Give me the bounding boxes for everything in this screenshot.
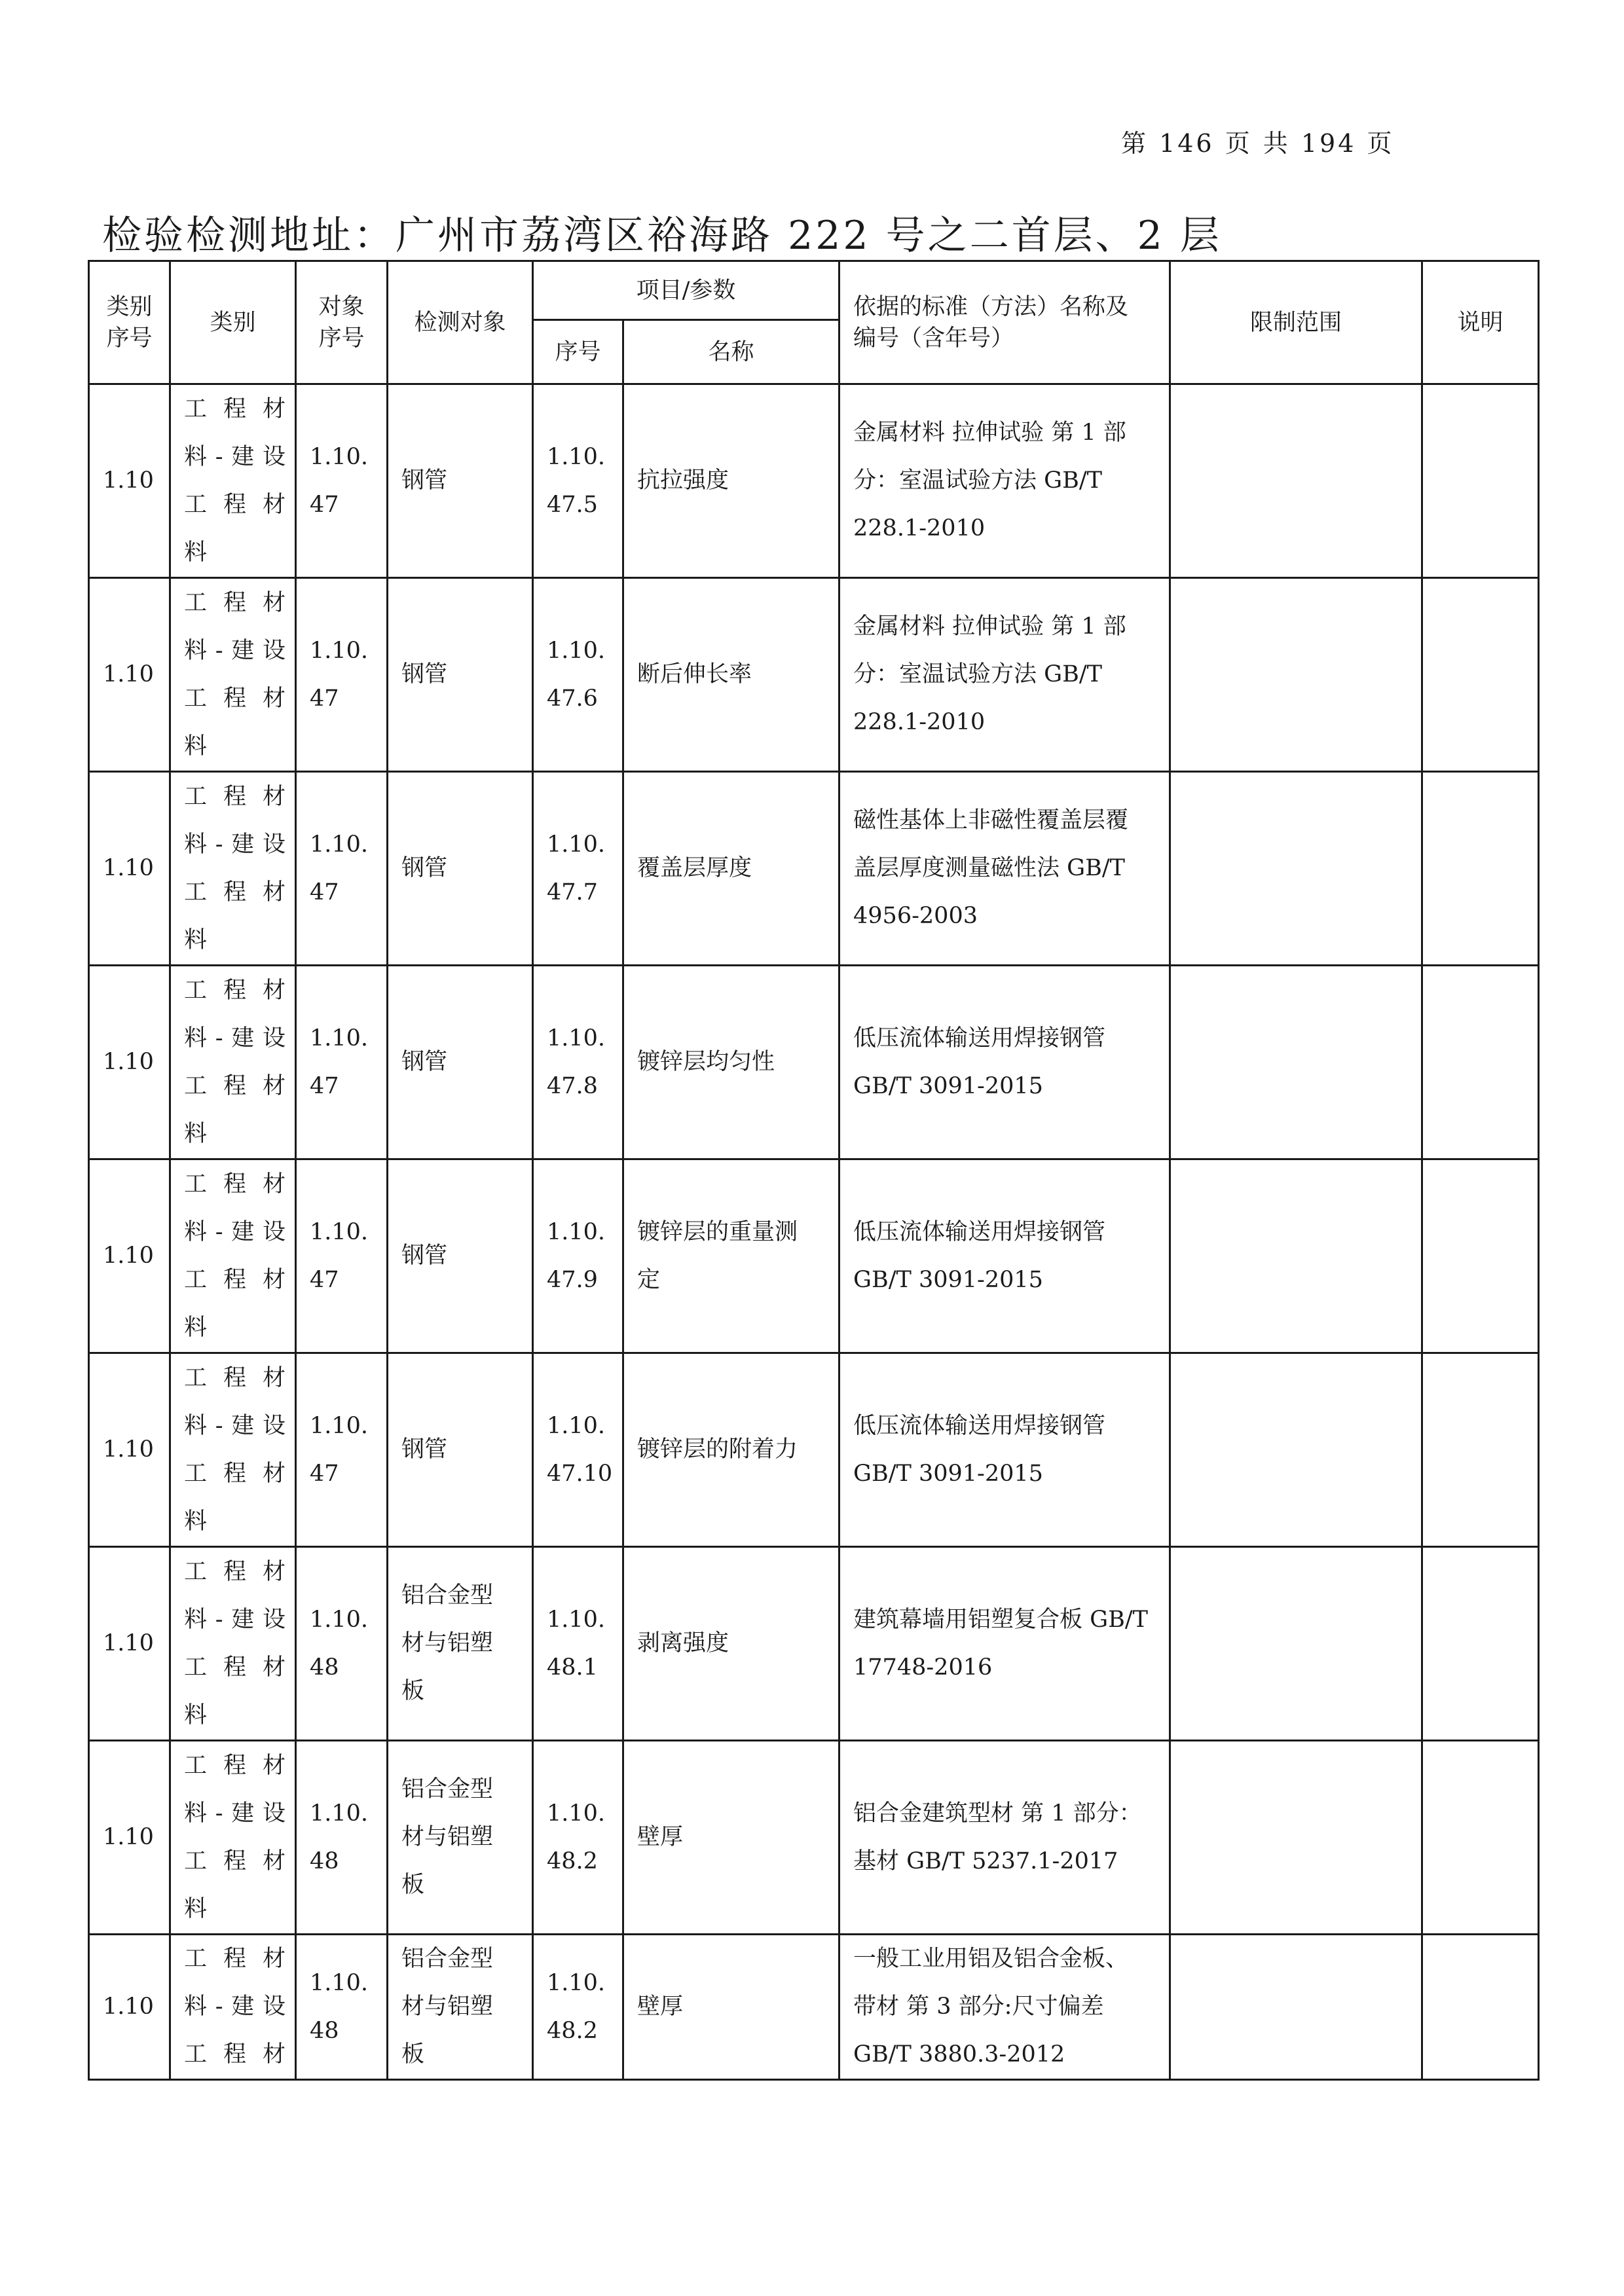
cell-category: [170, 1159, 296, 1353]
cell-line: 低压流体输送用焊接钢管: [853, 1218, 1106, 1245]
cell-item-name: [623, 1353, 840, 1547]
table-row: [89, 1159, 1539, 1353]
cell-standard: [840, 966, 1170, 1159]
table-row: [89, 1547, 1539, 1741]
cell-line: 料: [184, 1314, 208, 1341]
cell-line: 一般工业用铝及铝合金板、: [853, 1946, 1129, 1972]
cell-object-no: [296, 1935, 388, 2080]
cell-item-no: [533, 1547, 623, 1741]
cell-category-no: [89, 772, 170, 966]
col-header-category: 类别: [170, 261, 296, 384]
cell-line: GB/T 3091-2015: [853, 1460, 1043, 1487]
lab-address: 检验检测地址：广州市荔湾区裕海路 222 号之二首层、2 层: [102, 213, 1222, 259]
cell-limit: [1170, 1159, 1422, 1353]
cell-line: 料-建设: [184, 1218, 286, 1245]
cell-object-no: [296, 1353, 388, 1547]
cell-note: [1422, 1353, 1539, 1547]
cell-line: 镀锌层的附着力: [637, 1436, 798, 1463]
table-row: [89, 384, 1539, 578]
cell-line: 低压流体输送用焊接钢管: [853, 1025, 1106, 1051]
cell-line: 分：室温试验方法 GB/T: [853, 661, 1102, 687]
cell-line: 镀锌层的重量测: [637, 1218, 798, 1245]
cell-category: [170, 1935, 296, 2080]
cell-line: 工程材: [184, 1266, 286, 1293]
cell-line: 1.10.: [310, 1412, 369, 1439]
cell-note: [1422, 1547, 1539, 1741]
cell-line: 材与铝塑: [401, 1994, 494, 2020]
cell-line: 材与铝塑: [401, 1630, 494, 1656]
cell-standard: [840, 1741, 1170, 1935]
cell-line: 剥离强度: [637, 1630, 729, 1656]
cell-item-no: [533, 1353, 623, 1547]
cell-line: 钢管: [401, 661, 448, 687]
cell-line: 料-建设: [184, 1994, 286, 2020]
cell-line: 1.10.: [310, 1606, 369, 1633]
cell-standard: [840, 772, 1170, 966]
cell-line: GB/T 3091-2015: [853, 1266, 1043, 1293]
cell-line: 47: [310, 879, 339, 905]
cell-line: 1.10: [103, 855, 154, 881]
cell-line: 定: [637, 1266, 661, 1293]
cell-line: 47: [310, 1266, 339, 1293]
cell-line: 1.10: [103, 467, 154, 494]
cell-line: 料: [184, 926, 208, 953]
cell-item-name: [623, 1935, 840, 2080]
cell-line: 47.8: [547, 1072, 598, 1099]
cell-line: 料: [184, 539, 208, 566]
cell-line: 板: [401, 1872, 425, 1898]
cell-line: 1.10: [103, 1824, 154, 1850]
cell-line: 料-建设: [184, 1412, 286, 1439]
cell-category-no: [89, 1159, 170, 1353]
table-row: [89, 966, 1539, 1159]
cell-line: 1.10.: [547, 1606, 606, 1633]
cell-line: 1.10.: [310, 1218, 369, 1245]
cell-limit: [1170, 384, 1422, 578]
cell-line: 盖层厚度测量磁性法 GB/T: [853, 855, 1125, 881]
cell-line: 48.2: [547, 1848, 598, 1874]
cell-item-name: [623, 384, 840, 578]
cell-line: 铝合金建筑型材 第 1 部分：: [853, 1800, 1142, 1827]
cell-object-no: [296, 384, 388, 578]
table-row: [89, 1935, 1539, 2080]
table-row: [89, 772, 1539, 966]
cell-line: 工程材: [184, 1848, 286, 1874]
cell-limit: [1170, 1547, 1422, 1741]
cell-line: 47: [310, 1460, 339, 1487]
cell-line: 基材 GB/T 5237.1-2017: [853, 1848, 1118, 1874]
cell-line: 工程材: [184, 589, 286, 616]
cell-item-no: [533, 578, 623, 772]
cell-line: 48: [310, 1654, 339, 1681]
cell-line: 1.10.: [547, 831, 606, 858]
cell-standard: [840, 384, 1170, 578]
cell-item-name: [623, 966, 840, 1159]
cell-line: 工程材: [184, 1654, 286, 1681]
cell-line: 228.1-2010: [853, 515, 986, 541]
cell-category: [170, 384, 296, 578]
cell-line: 48: [310, 1848, 339, 1874]
cell-line: 金属材料 拉伸试验 第 1 部: [853, 420, 1126, 446]
cell-line: 料: [184, 1895, 208, 1922]
cell-line: 1.10.: [547, 1412, 606, 1439]
cell-object: [388, 384, 533, 578]
cell-limit: [1170, 1353, 1422, 1547]
cell-category: [170, 1741, 296, 1935]
cell-line: 工程材: [184, 2041, 286, 2068]
cell-line: 钢管: [401, 1243, 448, 1269]
cell-item-name: [623, 1741, 840, 1935]
table-row: [89, 1741, 1539, 1935]
cell-line: 1.10: [103, 1049, 154, 1075]
cell-line: 1.10.: [310, 831, 369, 858]
cell-category: [170, 1547, 296, 1741]
cell-line: 覆盖层厚度: [637, 855, 752, 881]
cell-line: 工程材: [184, 685, 286, 712]
cell-note: [1422, 384, 1539, 578]
cell-item-name: [623, 1547, 840, 1741]
cell-category: [170, 578, 296, 772]
cell-line: 料-建设: [184, 1800, 286, 1827]
cell-line: 1.10.: [547, 1025, 606, 1051]
cell-line: 48.1: [547, 1654, 598, 1681]
cell-note: [1422, 966, 1539, 1159]
cell-item-no: [533, 384, 623, 578]
cell-line: 1.10: [103, 1243, 154, 1269]
cell-line: 工程材: [184, 977, 286, 1004]
cell-category: [170, 1353, 296, 1547]
col-header-object: 检测对象: [388, 261, 533, 384]
cell-item-no: [533, 1935, 623, 2080]
cell-category-no: [89, 384, 170, 578]
table-row: [89, 1353, 1539, 1547]
cell-line: 47: [310, 685, 339, 712]
scope-table-container: [88, 260, 1538, 2081]
cell-line: 1.10.: [547, 1969, 606, 1996]
cell-line: 料: [184, 1120, 208, 1147]
cell-line: 工程材: [184, 1752, 286, 1779]
cell-line: 料: [184, 733, 208, 759]
cell-line: 工程材: [184, 395, 286, 422]
cell-line: 材与铝塑: [401, 1824, 494, 1850]
cell-line: 47.5: [547, 491, 598, 518]
cell-item-no: [533, 1159, 623, 1353]
cell-line: 料: [184, 1508, 208, 1535]
cell-object: [388, 1547, 533, 1741]
cell-line: 1.10.: [547, 1218, 606, 1245]
cell-object-no: [296, 1741, 388, 1935]
cell-line: 铝合金型: [401, 1946, 494, 1972]
cell-line: 17748-2016: [853, 1654, 993, 1681]
cell-line: 1.10.: [310, 1025, 369, 1051]
cell-line: 料-建设: [184, 637, 286, 664]
cell-line: 板: [401, 2041, 425, 2068]
cell-line: 工程材: [184, 783, 286, 810]
cell-category: [170, 772, 296, 966]
cell-standard: [840, 1935, 1170, 2080]
cell-line: 1.10: [103, 1994, 154, 2020]
col-header-item-param: 项目/参数: [533, 261, 840, 320]
cell-note: [1422, 1741, 1539, 1935]
cell-object: [388, 1741, 533, 1935]
cell-line: 工程材: [184, 1171, 286, 1197]
col-header-item-name: 名称: [623, 320, 840, 384]
cell-line: 47.7: [547, 879, 598, 905]
cell-line: 48.2: [547, 2017, 598, 2044]
cell-standard: [840, 1159, 1170, 1353]
cell-category: [170, 966, 296, 1159]
cell-line: 钢管: [401, 1436, 448, 1463]
cell-line: 1.10.: [547, 637, 606, 664]
cell-note: [1422, 772, 1539, 966]
col-header-item-no: 序号: [533, 320, 623, 384]
cell-line: 228.1-2010: [853, 709, 986, 735]
cell-item-no: [533, 772, 623, 966]
cell-item-name: [623, 1159, 840, 1353]
cell-limit: [1170, 966, 1422, 1159]
cell-line: 工程材: [184, 1460, 286, 1487]
cell-line: 47.9: [547, 1266, 598, 1293]
cell-line: 48: [310, 2017, 339, 2044]
cell-line: 料-建设: [184, 1606, 286, 1633]
col-header-note: 说明: [1422, 261, 1539, 384]
cell-category-no: [89, 1353, 170, 1547]
cell-limit: [1170, 772, 1422, 966]
cell-line: 钢管: [401, 855, 448, 881]
cell-line: 1.10.: [547, 443, 606, 470]
cell-note: [1422, 1935, 1539, 2080]
cell-line: 工程材: [184, 1558, 286, 1585]
col-header-standard: 依据的标准（方法）名称及 编号（含年号）: [840, 261, 1170, 384]
cell-category-no: [89, 1741, 170, 1935]
cell-item-name: [623, 578, 840, 772]
cell-line: 壁厚: [637, 1824, 684, 1850]
cell-line: 铝合金型: [401, 1582, 494, 1609]
cell-limit: [1170, 1741, 1422, 1935]
table-header-row: [89, 261, 1539, 320]
cell-line: 工程材: [184, 491, 286, 518]
cell-line: 板: [401, 1678, 425, 1704]
cell-line: 工程材: [184, 1946, 286, 1972]
cell-line: 1.10.: [310, 637, 369, 664]
cell-object-no: [296, 578, 388, 772]
col-header-category-no: 类别 序号: [89, 261, 170, 384]
cell-note: [1422, 1159, 1539, 1353]
cell-object: [388, 1159, 533, 1353]
cell-standard: [840, 1547, 1170, 1741]
cell-line: 1.10.: [310, 1800, 369, 1827]
cell-line: 分：室温试验方法 GB/T: [853, 467, 1102, 494]
cell-line: 镀锌层均匀性: [637, 1049, 775, 1075]
cell-category-no: [89, 1547, 170, 1741]
cell-object: [388, 578, 533, 772]
cell-standard: [840, 578, 1170, 772]
cell-object-no: [296, 1547, 388, 1741]
cell-line: 断后伸长率: [637, 661, 752, 687]
cell-limit: [1170, 578, 1422, 772]
cell-line: 工程材: [184, 1072, 286, 1099]
cell-line: 低压流体输送用焊接钢管: [853, 1412, 1106, 1439]
cell-line: 钢管: [401, 1049, 448, 1075]
cell-line: 1.10.: [310, 443, 369, 470]
cell-line: 47: [310, 1072, 339, 1099]
cell-line: 1.10.: [310, 1969, 369, 1996]
cell-line: 1.10.: [547, 1800, 606, 1827]
cell-category-no: [89, 578, 170, 772]
cell-line: 1.10: [103, 1630, 154, 1656]
cell-note: [1422, 578, 1539, 772]
cell-limit: [1170, 1935, 1422, 2080]
cell-line: 1.10: [103, 1436, 154, 1463]
col-header-limit: 限制范围: [1170, 261, 1422, 384]
cell-object: [388, 966, 533, 1159]
cell-category-no: [89, 966, 170, 1159]
cell-line: 磁性基体上非磁性覆盖层覆: [853, 807, 1129, 833]
cell-line: 铝合金型: [401, 1776, 494, 1802]
cell-line: 钢管: [401, 467, 448, 494]
col-header-object-no: 对象 序号: [296, 261, 388, 384]
cell-line: 料: [184, 1702, 208, 1728]
cell-line: 金属材料 拉伸试验 第 1 部: [853, 613, 1126, 640]
cell-line: 带材 第 3 部分:尺寸偏差: [853, 1994, 1104, 2020]
cell-line: 1.10: [103, 661, 154, 687]
cell-line: 抗拉强度: [637, 467, 729, 494]
cell-line: 壁厚: [637, 1994, 684, 2020]
cell-item-no: [533, 966, 623, 1159]
cell-line: 工程材: [184, 879, 286, 905]
table-body: [89, 384, 1539, 2080]
cell-line: 47: [310, 491, 339, 518]
cell-line: 料-建设: [184, 831, 286, 858]
cell-item-name: [623, 772, 840, 966]
page-number: 第 146 页 共 194 页: [1121, 129, 1395, 158]
cell-line: 料-建设: [184, 1025, 286, 1051]
cell-line: 4956-2003: [853, 903, 978, 929]
cell-item-no: [533, 1741, 623, 1935]
cell-object: [388, 1353, 533, 1547]
table-row: [89, 578, 1539, 772]
cell-line: GB/T 3091-2015: [853, 1072, 1043, 1099]
cell-line: 47.6: [547, 685, 598, 712]
cell-object: [388, 772, 533, 966]
scope-table: [88, 260, 1540, 2081]
cell-standard: [840, 1353, 1170, 1547]
cell-line: 47.10: [547, 1460, 613, 1487]
cell-line: 工程材: [184, 1364, 286, 1391]
cell-line: GB/T 3880.3-2012: [853, 2041, 1065, 2068]
cell-object: [388, 1935, 533, 2080]
cell-line: 建筑幕墙用铝塑复合板 GB/T: [853, 1606, 1148, 1633]
cell-object-no: [296, 772, 388, 966]
cell-line: 料-建设: [184, 443, 286, 470]
cell-object-no: [296, 966, 388, 1159]
cell-object-no: [296, 1159, 388, 1353]
cell-category-no: [89, 1935, 170, 2080]
